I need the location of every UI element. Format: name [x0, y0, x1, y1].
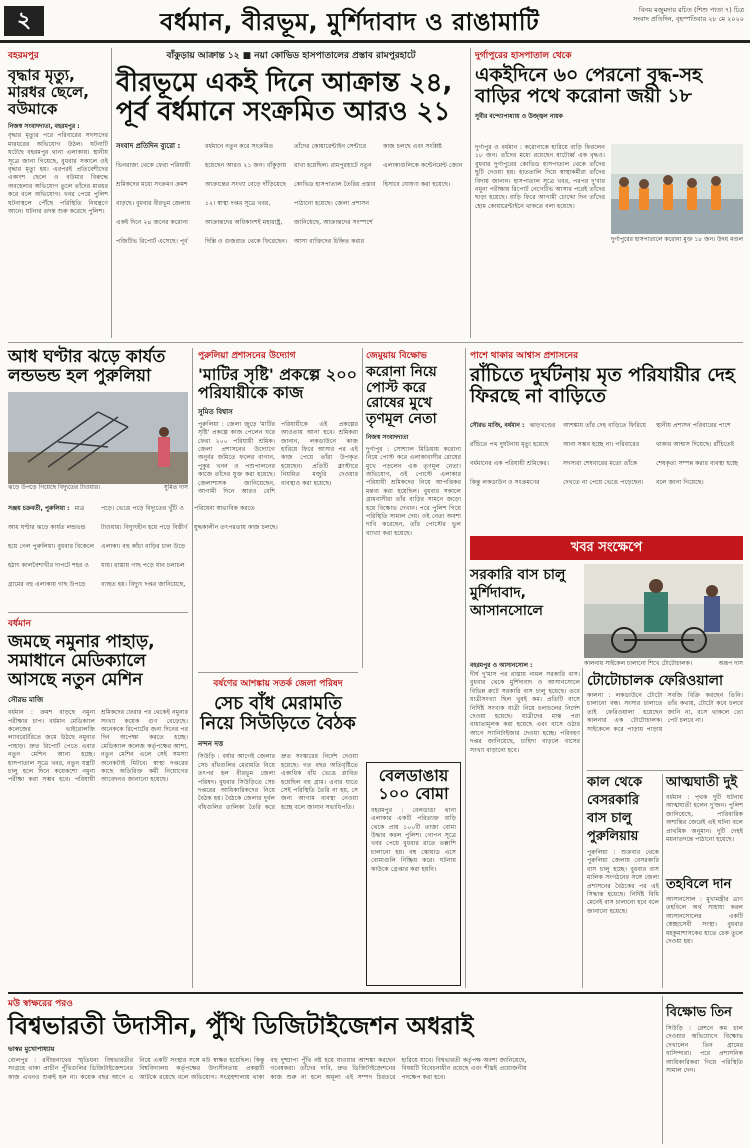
column-divider	[662, 996, 663, 1144]
article-kicker: বহরমপুর	[8, 51, 39, 61]
lead-kicker: বাঁকুড়ায় আক্রান্ত ১২ ■ নয়া কোভিড হাসপাতালের প্রস্তাব রামপুরহাটে	[166, 51, 416, 61]
column-divider	[192, 348, 193, 988]
photo-credit: অরূপ দাস	[718, 660, 743, 667]
article-byline: সৌরভ মাজি	[8, 696, 44, 705]
page-title: বর্ধমান, বীরভূম, মুর্শিদাবাদ ও রাঙামাটি	[160, 8, 540, 36]
article-headline: রাঁচিতে দুর্ঘটনায় মৃত পরিযায়ীর দেহ ফিরছে না বাড়িতে	[470, 364, 735, 408]
article-ranchi	[470, 348, 743, 530]
article-headline: 'মাটির সৃষ্টি' প্রকল্পে ২০০ পরিযায়ীকে কাজ	[198, 365, 358, 402]
article-headline: আধ ঘণ্টার ঝড়ে কার্যত লন্ডভন্ড হল পুরুলিয়া	[8, 347, 166, 387]
article-body: দীর্ঘ দু'মাস পর রাস্তায় নামল সরকারি বাস। বুধবার থেকে মুর্শিদাবাদ ও আসানসোলে বিভিন্ন রুটে সরকারি বাস চালু হয়েছে। তবে যাত্রীসংখ্যা ছিল খুবই কম। প্রতিটি বাসে নির্দিষ্ট সংখ্যক যাত্রী নিয়ে চলাচলের নির্দেশ দেওয়া হয়েছে। যাত্রীদের মাস্ক পরা বাধ্যতামূলক করা হয়েছে এবং বাসে ওঠার আগে স্যানিটাইজার দেওয়া হচ্ছে। পরিবহণ দপ্তর জানিয়েছে, চাহিদা বাড়লে বাসের সংখ্যা বাড়ানো হবে।	[470, 671, 580, 754]
article-headline: একইদিনে ৬০ পেরনো বৃদ্ধ-সহ বাড়ির পথে করোনা জয়ী ১৮	[475, 64, 703, 108]
brief-headline: আত্মঘাতী দুই	[666, 775, 738, 790]
masthead-meta	[594, 6, 744, 24]
brief-bikkhobh	[666, 1004, 743, 1144]
photo-caption-text: ঝড়ে উপড়ে গিয়েছে বিদ্যুতের টাওয়ার।	[8, 484, 101, 492]
brief-headline: তহবিলে দান	[666, 877, 732, 892]
article-body: সিউড়ি : রেশনে কম চাল দেওয়ার অভিযোগে বিক্ষোভ দেখালেন তিন গ্রামের বাসিন্দারা। পরে প্রশাসনিক আধিকারিকরা গিয়ে পরিস্থিতি সামাল দেন।	[666, 1025, 743, 1075]
brief-bus-body	[470, 660, 580, 988]
lead-headline-line1: বীরভূমে একই দিনে আক্রান্ত ২৪,	[116, 68, 453, 98]
article-purulia-migrants	[198, 348, 358, 670]
lead-article	[116, 48, 466, 340]
brief-headline: বিক্ষোভ তিন	[666, 1005, 732, 1020]
article-body: ঝাড়খণ্ডের রাঁচিতে পথ দুর্ঘটনায় মৃত্যু হয়েছে বর্ধমানের এক পরিযায়ী শ্রমিকের। কিন্তু লকডাউন ও সংক্রমণের আশঙ্কায় তাঁর দেহ বাড়িতে ফিরিয়ে আনা সম্ভব হচ্ছে না। পরিবারের সদস্যরা শেষবারের মতো তাঁকে দেখতে না পেয়ে ভেঙে পড়েছেন। স্থানীয় প্রশাসন পরিবারের পাশে থাকার আশ্বাস দিয়েছে। রাঁচিতেই শেষকৃত্য সম্পন্ন করার ব্যবস্থা হচ্ছে বলে জানা গিয়েছে।	[470, 421, 739, 486]
masthead-meta-line2: সংবাদ প্রতিদিন, বৃহস্পতিবার ২৮ মে ২০২০	[632, 15, 744, 23]
article-body: কালনা : লকডাউনে টোটো চালানো বন্ধ। সংসার চালাতে তাই ফেরিওয়ালা হয়েছেন কালনার এক টোটোচালক। সাইকেলে করে পাড়ায় পাড়ায় সবজি বিক্রি করছেন তিনি। তাঁর কথায়, টোটো কবে চলবে জানি না, বসে থাকলে তো পেট চলবে না।	[587, 692, 743, 733]
section-divider	[8, 342, 743, 343]
column-divider	[362, 348, 363, 668]
article-headline: বেলডাঙায় ১০০ বোমা	[378, 766, 449, 803]
photo-credit: উদয় মণ্ডল	[716, 236, 743, 243]
brief-toto	[587, 672, 743, 768]
article-byline: বহরমপুর ও আসানসোল :	[470, 662, 533, 669]
article-body: বৃদ্ধার মৃত্যুর পরে পরিবারের সদস্যদের মারধরের অভিযোগ উঠল। ঘটনাটি ঘটেছে বহরমপুর থানা এলাকায়। স্থানীয় সূত্রে জানা গিয়েছে, বুধবার সকালে ওই বৃদ্ধার মৃত্যু হয়। এরপরই প্রতিবেশীদের একাংশ ছেলে ও বউমার বিরুদ্ধে অবহেলার অভিযোগ তুলে তাঁদের মারধর করে বলে অভিযোগ। খবর পেয়ে পুলিশ ঘটনাস্থলে পৌঁছে পরিস্থিতি নিয়ন্ত্রণে আনে। ঘটনার তদন্ত শুরু করেছে পুলিশ।	[8, 132, 108, 216]
masthead-meta-line1: বিনয় মজুমদার রচিত (শিশু পাতা ৭) চিত্র	[638, 6, 744, 14]
article-body: পুরুলিয়া : জেলা জুড়ে 'মাটির সৃষ্টি' প্রকল্পে কাজ পেলেন ঘরে ফেরা ২০০ পরিযায়ী শ্রমিক। জেলা প্রশাসনের উদ্যোগে অনুর্বর জমিতে ফলের বাগান, পুকুর খনন ও পশুপালনের কাজে তাঁদের যুক্ত করা হয়েছে। জেলাশাসক জানিয়েছেন, আগামী দিনে আরও বেশি পরিযায়ীকে এই প্রকল্পের আওতায় আনা হবে। শ্রমিকরা জানান, লকডাউনে কাজ হারিয়ে ফিরে আসার পর এই কাজ পেয়ে তাঁরা উপকৃত হয়েছেন। প্রতিটি ক্লাস্টারে নিয়মিত মজুরি দেওয়ার ব্যবস্থাও করা হয়েছে।	[198, 420, 358, 496]
lead-headline-line2: পূর্ব বর্ধমানে সংক্রমিত আরও ২১	[116, 97, 451, 128]
masthead	[0, 0, 750, 43]
page-number: ২	[4, 6, 44, 36]
article-body: সিউড়ি : বর্ষার আগেই জেলার সেচ বাঁধগুলির মেরামতি নিয়ে তৎপর হল বীরভূম জেলা পরিষদ। বুধবার সিউড়িতে সেচ দপ্তরের আধিকারিকদের নিয়ে বৈঠক হয়। বৈঠকে জেলার দুর্বল বাঁধগুলির তালিকা তৈরি করে দ্রুত সংস্কারের নির্দেশ দেওয়া হয়েছে। গত বছর অতিবৃষ্টিতে একাধিক বাঁধ ভেঙে প্লাবিত হয়েছিল বহু গ্রাম। এবার যাতে সেই পরিস্থিতি তৈরি না হয়, সে জন্য আগাম ব্যবস্থা নেওয়া হচ্ছে বলে জানান সভাধিপতি।	[198, 753, 358, 811]
brief-tahabil	[666, 876, 743, 988]
section-divider	[587, 770, 743, 771]
article-headline: করোনা নিয়ে পোস্ট করে রোষের মুখে তৃণমূল নেতা	[366, 364, 437, 428]
article-body-cont	[611, 248, 743, 340]
article-durgapur	[475, 48, 743, 340]
article-body: বহরমপুর : বেলডাঙা থানা এলাকার একটি পরিত্যক্ত বাড়ি থেকে প্রায় ১০০টি তাজা বোমা উদ্ধার করল পুলিশ। গোপন সূত্রে খবর পেয়ে বুধবার রাতে তল্লাশি চালানো হয়। বম্ব স্কোয়াড এসে বোমাগুলি নিষ্ক্রিয় করে। ঘটনায় কাউকে গ্রেপ্তার করা হয়নি।	[371, 806, 456, 873]
article-burdwan-lab	[8, 616, 188, 988]
article-body: দুর্গাপুর : সোশ্যাল মিডিয়ায় করোনা নিয়ে পোস্ট করে এলাকাবাসীর রোষের মুখে পড়লেন এক তৃণমূল নেতা। অভিযোগ, ওই পোস্টে এলাকার পরিযায়ী শ্রমিকদের নিয়ে আপত্তিকর মন্তব্য করা হয়েছিল। বুধবার সকালে গ্রামবাসীরা তাঁর বাড়ির সামনে জড়ো হয়ে বিক্ষোভ দেখান। পরে পুলিশ গিয়ে পরিস্থিতি সামাল দেয়। ওই নেতা অবশ্য দাবি করেছেন, তাঁর পোস্টের ভুল ব্যাখ্যা করা হয়েছে।	[366, 445, 461, 537]
article-kicker: জেমুয়ায় বিক্ষোভ	[366, 351, 427, 361]
article-byline: নন্দন দত্ত	[198, 740, 224, 749]
section-divider	[198, 672, 358, 673]
article-check-dam	[198, 676, 358, 988]
article-body-columns	[470, 412, 743, 512]
article-headline: সেচ বাঁধ মেরামতি নিয়ে সিউড়িতে বৈঠক	[200, 693, 356, 735]
article-kicker: পুরুলিয়া প্রশাসনের উদ্যোগ	[198, 351, 296, 361]
lead-body: ভিনরাজ্য থেকে ফেরা পরিযায়ী শ্রমিকদের মধ্যে সংক্রমণ ক্রমশ বাড়ছে। বুধবার বীরভূম জেলায় একই দিনে ২৪ জনের করোনা পজিটিভ রিপোর্ট এসেছে। পূর্ব বর্ধমানে নতুন করে সংক্রমিত হয়েছেন আরও ২১ জন। বাঁকুড়ায় আক্রান্তের সংখ্যা বেড়ে দাঁড়িয়েছে ১২। স্বাস্থ্য দপ্তর সূত্রে খবর, আক্রান্তদের অধিকাংশই মহারাষ্ট্র, দিল্লি ও গুজরাত থেকে ফিরেছেন। তাঁদের কোয়ারেন্টাইন সেন্টারে রাখা হয়েছিল। রামপুরহাটে নতুন কোভিড হাসপাতাল তৈরির প্রস্তাব পাঠানো হয়েছে। জেলা প্রশাসন জানিয়েছে, আক্রান্তদের সংস্পর্শে আসা ব্যক্তিদের চিহ্নিত করার কাজ চলছে এবং সংশ্লিষ্ট এলাকাগুলিকে কন্টেনমেন্ট জোন হিসাবে ঘোষণা করা হয়েছে।	[116, 143, 463, 246]
hospital-photo	[611, 144, 743, 234]
storm-photo	[8, 392, 188, 484]
article-byline: সুবীর বন্দ্যোপাধ্যায় ও উজ্জ্বল নায়ক	[475, 112, 563, 120]
toto-photo	[584, 564, 743, 658]
article-body-columns	[8, 495, 278, 603]
article-byline: সঞ্জয় চক্রবর্তী, পুরুলিয়া :	[8, 505, 70, 513]
article-body: বর্ধমান : ক্রমশ বাড়ছে নমুনা পরীক্ষার চাপ। বর্ধমান মেডিক্যাল কলেজের ভাইরোলজি ল্যাবরেটরিতে জমে উঠছে নমুনার পাহাড়। দ্রুত রিপোর্ট পেতে এবার নতুন মেশিন আনা হচ্ছে। হাসপাতাল সূত্রে খবর, নতুন যন্ত্রটি চালু হলে দিনে কয়েকশো নমুনা পরীক্ষা করা সম্ভব হবে। পরিযায়ী শ্রমিকদের ফেরার পর থেকেই নমুনার সংখ্যা কয়েক গুণ বেড়েছে। অনেককে রিপোর্টের জন্য দিনের পর দিন অপেক্ষা করতে হচ্ছে। মেডিক্যাল কলেজ কর্তৃপক্ষের আশা, নতুন মেশিন এলে সেই সমস্যা অনেকটাই মিটবে। স্বাস্থ্য দপ্তরের কাছে অতিরিক্ত কর্মী নিয়োগের আবেদনও জানানো হয়েছে।	[8, 709, 188, 784]
article-headline: বিশ্বভারতী উদাসীন, পুঁথি ডিজিটাইজেশন অধরাই	[8, 1012, 474, 1040]
photo-caption	[584, 660, 743, 668]
section-divider	[8, 612, 188, 613]
article-headline: জমছে নমুনার পাহাড়, সমাধানে মেডিক্যালে আসছে নতুন মেশিন	[8, 632, 155, 691]
lead-body-columns	[116, 133, 466, 323]
article-baharampur	[8, 48, 108, 340]
article-byline: নিজস্ব সংবাদদাতা, বহরমপুর :	[8, 123, 80, 131]
article-body: দুর্গাপুর ও বর্ধমান : করোনাকে হারিয়ে বাড়ি ফিরলেন ১৮ জন। তাঁদের মধ্যে রয়েছেন ষাটোর্ধ্ব এক বৃদ্ধও। বুধবার দুর্গাপুরের কোভিড হাসপাতাল থেকে তাঁদের ছুটি দেওয়া হয়। হাততালি দিয়ে স্বাস্থ্যকর্মীরা তাঁদের বিদায় জানান। হাসপাতাল সূত্রে খবর, পরপর দু'বার নমুনা পরীক্ষায় রিপোর্ট নেগেটিভ আসার পরেই তাঁদের ছাড়া হয়েছে। বাড়ি ফিরে আগামী চোদ্দো দিন তাঁদের হোম কোয়ারেন্টাইনে থাকতে বলা হয়েছে।	[475, 144, 605, 210]
photo-caption-text: দুর্গাপুরের হাসপাতালে করোনা মুক্ত ১৮ জন।	[611, 236, 716, 243]
article-body: বোলপুর : রবীন্দ্রনাথের স্মৃতিধন্য বিশ্বভারতীর সংগ্রহে থাকা প্রাচীন পুঁথিগুলির ডিজিটাইজেশনের কাজ এখনও শুরুই হল না। কয়েক বছর আগে এ নিয়ে একটি সংস্থার সঙ্গে মউ স্বাক্ষর হয়েছিল। কিন্তু বিশ্ববিদ্যালয় কর্তৃপক্ষের উদাসীনতায় প্রকল্পটি আটকে রয়েছে বলে অভিযোগ। সংগ্রহশালায় থাকা বহু দুষ্প্রাপ্য পুঁথি নষ্ট হয়ে যাওয়ার আশঙ্কা করছেন গবেষকরা। তাঁদের দাবি, দ্রুত ডিজিটাইজেশনের কাজ শুরু না হলে অমূল্য এই সম্পদ চিরতরে হারিয়ে যাবে। বিশ্বভারতী কর্তৃপক্ষ অবশ্য জানিয়েছে, বিষয়টি বিবেচনাধীন রয়েছে এবং শীঘ্রই প্রয়োজনীয় পদক্ষেপ করা হবে।	[8, 1056, 527, 1081]
brief-headline: কাল থেকে বেসরকারি বাস চালু পুরুলিয়ায়	[587, 775, 643, 844]
article-byline: ভাস্বর মুখোপাধ্যায়	[8, 1044, 55, 1053]
photo-caption	[611, 236, 743, 244]
photo-caption	[8, 484, 188, 492]
brief-kaal	[587, 774, 659, 988]
article-kicker: মউ স্বাক্ষরের পরও	[8, 999, 73, 1009]
article-body: মাত্র আধ ঘণ্টার ঝড়ে কার্যত লন্ডভন্ড হয়ে গেল পুরুলিয়া। বুধবার বিকেলে হঠাৎ কালবৈশাখীর দাপটে শহর ও গ্রামের বহু এলাকায় গাছ উপড়ে পড়ে। ভেঙে পড়ে বিদ্যুতের খুঁটি ও টাওয়ার। বিদ্যুৎহীন হয়ে পড়ে বিস্তীর্ণ এলাকা। বহু কাঁচা বাড়ির চাল উড়ে যায়। রাস্তায় গাছ পড়ে যান চলাচল ব্যাহত হয়। বিদ্যুৎ দপ্তর জানিয়েছে, পরিষেবা স্বাভাবিক করতে যুদ্ধকালীন তৎপরতায় কাজ চলছে।	[8, 505, 278, 589]
brief-suicide	[666, 774, 743, 874]
article-kicker: বর্ধমান	[8, 619, 32, 629]
column-divider	[470, 48, 471, 338]
photo-credit: সুমিত দাস	[163, 484, 188, 492]
article-byline: সুমিত বিশ্বাস	[198, 407, 233, 416]
article-byline: সৌরভ মাজি, বর্ধমান :	[470, 421, 525, 429]
lead-byline: সংবাদ প্রতিদিন ব্যুরো :	[116, 142, 181, 151]
article-visva-bharati	[8, 996, 658, 1144]
article-kicker: দুর্গাপুরের হাসপাতাল থেকে	[475, 51, 572, 61]
photo-caption-text: কালনায় সাইকেল চালানো শিখে টোটোচালক।	[584, 660, 692, 667]
article-bombs	[366, 762, 461, 986]
article-body: বর্ধমান : পৃথক দুটি ঘটনায় আত্মঘাতী হলেন দু'জন। পুলিশ জানিয়েছে, পারিবারিক অশান্তির জেরেই এই ঘটনা বলে প্রাথমিক অনুমান। দুটি দেহই ময়নাতদন্তে পাঠানো হয়েছে।	[666, 794, 743, 844]
column-divider	[662, 774, 663, 988]
column-divider	[111, 48, 112, 338]
brief-headline: সরকারি বাস চালু মুর্শিদাবাদ, আসানসোলে	[470, 567, 566, 619]
article-body: আসানসোল : মুখ্যমন্ত্রীর ত্রাণ তহবিলে অর্থ সাহায্য করল আসানসোলের একটি স্বেচ্ছাসেবী সংস্থা। বুধবার মহকুমাশাসকের হাতে চেক তুলে দেওয়া হয়।	[666, 896, 743, 946]
article-kicker: পাশে থাকার আশ্বাস প্রশাসনের	[470, 351, 579, 361]
article-headline: বৃদ্ধার মৃত্যু, মারধর ছেলে, বউমাকে	[8, 66, 89, 118]
article-byline: নিজস্ব সংবাদদাতা	[366, 433, 409, 441]
column-divider	[465, 348, 466, 988]
section-divider	[8, 992, 743, 994]
article-kicker: বর্ষণের আশঙ্কায় সতর্ক জেলা পরিষদ	[213, 679, 343, 689]
article-poster-row	[366, 348, 461, 758]
article-body: পুরুলিয়া : শুক্রবার থেকে পুরুলিয়া জেলায় বেসরকারি বাস চালু হচ্ছে। বুধবার বাস মালিক সংগঠনের সঙ্গে জেলা প্রশাসনের বৈঠকের পর এই সিদ্ধান্ত হয়েছে। নির্দিষ্ট বিধি মেনেই বাস চালানো হবে বলে জানানো হয়েছে।	[587, 849, 659, 915]
brief-headline: টোটোচালক ফেরিওয়ালা	[587, 673, 724, 689]
column-divider	[582, 668, 583, 988]
brief-bus	[470, 566, 580, 656]
briefs-banner: খবর সংক্ষেপে	[470, 536, 743, 560]
